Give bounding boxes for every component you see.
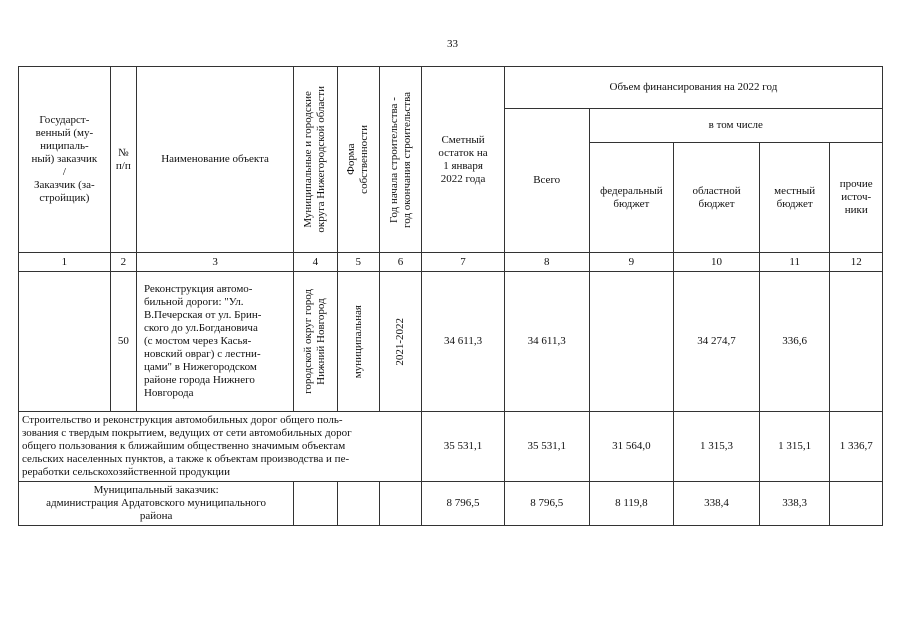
object-years: 2021-2022 bbox=[379, 272, 421, 412]
col-num: 3 bbox=[136, 253, 293, 272]
object-ownership: муниципальная bbox=[337, 272, 379, 412]
column-numbers-row bbox=[19, 253, 883, 272]
customer-federal: 8 119,8 bbox=[589, 482, 674, 526]
header-including: в том числе bbox=[589, 109, 882, 143]
header-local: местный бюджет bbox=[759, 143, 830, 253]
header-total: Всего bbox=[504, 109, 589, 253]
object-local: 336,6 bbox=[759, 272, 830, 412]
col-num: 2 bbox=[110, 253, 136, 272]
header-municipality: Муниципальные и городские округа Нижегородской области bbox=[294, 67, 337, 253]
object-total: 34 611,3 bbox=[504, 272, 589, 412]
col-num: 7 bbox=[422, 253, 505, 272]
customer-row bbox=[19, 482, 883, 526]
header-other: прочие источ- ники bbox=[830, 143, 883, 253]
subtotal-regional: 1 315,3 bbox=[674, 412, 760, 482]
customer-empty bbox=[337, 482, 379, 526]
customer-local: 338,3 bbox=[759, 482, 830, 526]
header-estimate: Сметный остаток на 1 января 2022 года bbox=[422, 67, 505, 253]
customer-empty bbox=[379, 482, 421, 526]
object-federal bbox=[589, 272, 674, 412]
header-ownership: Форма собственности bbox=[337, 67, 379, 253]
header-years: Год начала строительства - год окончания строительства bbox=[379, 67, 421, 253]
header-federal: федеральный бюджет bbox=[589, 143, 674, 253]
col-num: 6 bbox=[379, 253, 421, 272]
header-funding: Объем финансирования на 2022 год bbox=[504, 67, 882, 109]
object-row bbox=[19, 272, 883, 412]
object-estimate: 34 611,3 bbox=[422, 272, 505, 412]
object-customer bbox=[19, 272, 111, 412]
subtotal-estimate: 35 531,1 bbox=[422, 412, 505, 482]
object-num: 50 bbox=[110, 272, 136, 412]
col-num: 12 bbox=[830, 253, 883, 272]
customer-other bbox=[830, 482, 883, 526]
subtotal-total: 35 531,1 bbox=[504, 412, 589, 482]
object-name: Реконструкция автомо- бильной дороги: "Ул. В.Печерская от ул. Брин- ского до ул.Богдановича (с мостом через Касья- новский овраг) с лестни- цами" в Нижегородском районе города Нижнего Новгорода bbox=[136, 272, 293, 412]
header-num: № п/п bbox=[110, 67, 136, 253]
col-num: 5 bbox=[337, 253, 379, 272]
customer-estimate: 8 796,5 bbox=[422, 482, 505, 526]
col-num: 1 bbox=[19, 253, 111, 272]
subtotal-label: Строительство и реконструкция автомобильных дорог общего поль- зования с твердым покрытием, ведущих от сети автомобильных дорог общего пользования к ближайшим общественно значимым объектам сельских населенных пунктов, а также к объектам производства и пе- реработки сельскохозяйственной продукции bbox=[19, 412, 422, 482]
col-num: 11 bbox=[759, 253, 830, 272]
financing-table bbox=[18, 66, 883, 526]
col-num: 9 bbox=[589, 253, 674, 272]
header-regional: областной бюджет bbox=[674, 143, 760, 253]
subtotal-federal: 31 564,0 bbox=[589, 412, 674, 482]
subtotal-row bbox=[19, 412, 883, 482]
object-municipality: городской округ город Нижний Новгород bbox=[294, 272, 337, 412]
header-object-name: Наименование объекта bbox=[136, 67, 293, 253]
customer-regional: 338,4 bbox=[674, 482, 760, 526]
page-number: 33 bbox=[447, 38, 458, 50]
header-customer: Государст- венный (му- ниципаль- ный) заказчик / Заказчик (за- стройщик) bbox=[19, 67, 111, 253]
subtotal-local: 1 315,1 bbox=[759, 412, 830, 482]
subtotal-other: 1 336,7 bbox=[830, 412, 883, 482]
col-num: 8 bbox=[504, 253, 589, 272]
object-other bbox=[830, 272, 883, 412]
col-num: 10 bbox=[674, 253, 760, 272]
customer-label: Муниципальный заказчик: администрация Ардатовского муниципального района bbox=[19, 482, 294, 526]
customer-empty bbox=[294, 482, 337, 526]
object-regional: 34 274,7 bbox=[674, 272, 760, 412]
customer-total: 8 796,5 bbox=[504, 482, 589, 526]
col-num: 4 bbox=[294, 253, 337, 272]
